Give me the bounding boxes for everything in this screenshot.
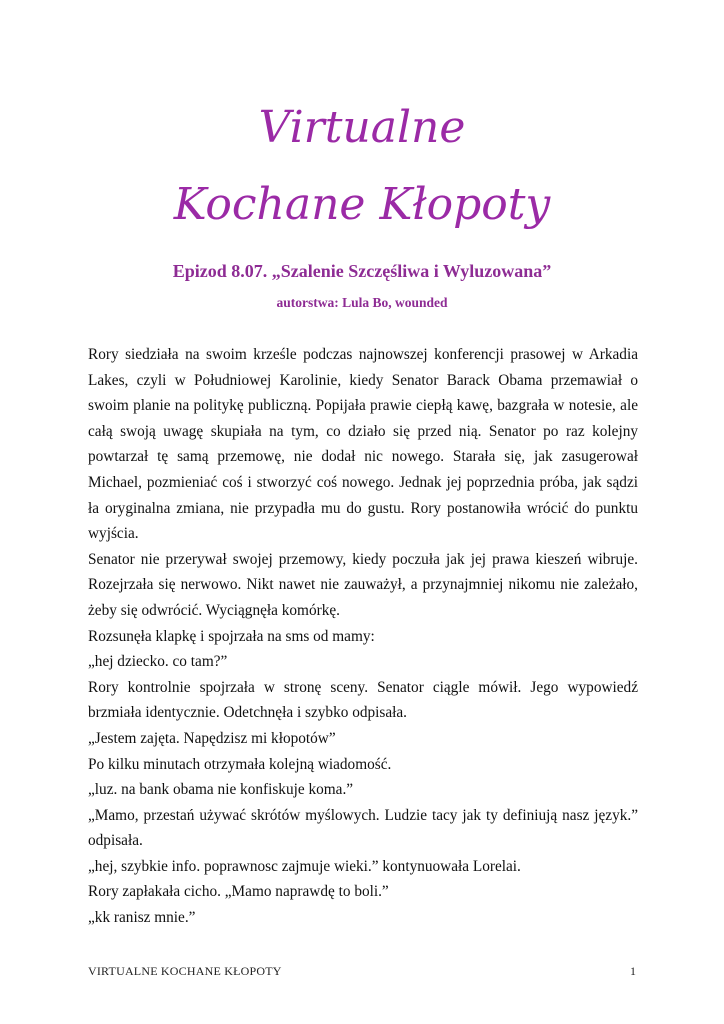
title-line-1: Virtualne bbox=[258, 102, 466, 153]
episode-heading: Epizod 8.07. „Szalenie Szczęśliwa i Wyluzowana” bbox=[172, 261, 552, 281]
paragraph: „kk ranisz mnie.” bbox=[88, 909, 196, 927]
paragraph: Po kilku minutach otrzymała kolejną wiadomość. bbox=[88, 755, 392, 773]
author-line: autorstwa: Lula Bo, wounded bbox=[276, 295, 448, 310]
paragraph: „hej dziecko. co tam?” bbox=[88, 653, 228, 671]
paragraph: „Mamo, przestań używać skrótów myślowych. Ludzie tacy jak ty definiują nasz język.” odpisała. bbox=[88, 806, 638, 850]
paragraph: Rory kontrolnie spojrzała w stronę sceny. Senator ciągle mówił. Jego wypowiedź brzmiała identycznie. Odetchnęła i szybko odpisała. bbox=[88, 678, 638, 722]
paragraph: „Jestem zajęta. Napędzisz mi kłopotów” bbox=[88, 729, 336, 747]
paragraph: Rozsunęła klapkę i spojrzała na sms od mamy: bbox=[88, 627, 375, 645]
paragraph: „hej, szybkie info. poprawnosc zajmuje wieki.” kontynuowała Lorelai. bbox=[88, 857, 521, 875]
page-number: 1 bbox=[630, 964, 636, 978]
footer-running-title: VIRTUALNE KOCHANE KŁOPOTY bbox=[88, 964, 282, 978]
paragraph: Senator nie przerywał swojej przemowy, kiedy poczuła jak jej prawa kieszeń wibruje. Rozejrzała się nerwowo. Nikt nawet nie zauważył, a przynajmniej nikomu nie zależało, żeby się odwrócić. Wyciągnęła komórkę. bbox=[88, 550, 638, 619]
paragraph: „luz. na bank obama nie konfiskuje koma.” bbox=[88, 781, 354, 799]
paragraph: Rory zapłakała cicho. „Mamo naprawdę to boli.” bbox=[88, 883, 389, 901]
title-line-2: Kochane Kłopoty bbox=[173, 179, 551, 230]
story-body bbox=[88, 342, 638, 931]
paragraph: Rory siedziała na swoim krześle podczas najnowszej konferencji prasowej w Arkadia Lakes, czyli w Południowej Karolinie, kiedy Senator Barack Obama przemawiał o swoim planie na politykę publiczną. Popijała prawie ciepłą kawę, bazgrała w notesie, ale całą swoją uwagę skupiała na tym, co działo się przed nią. Senator po raz kolejny powtarzał tę samą przemowę, nie dodał nic nowego. Starała się, jak zasugerował Michael, pozmieniać coś i stworzyć coś nowego. Jednak jej poprzednia próba, jak sądzi ła oryginalna zmiana, nie przypadła mu do gustu. Rory postanowiła wrócić do punktu wyjścia. bbox=[88, 346, 638, 543]
